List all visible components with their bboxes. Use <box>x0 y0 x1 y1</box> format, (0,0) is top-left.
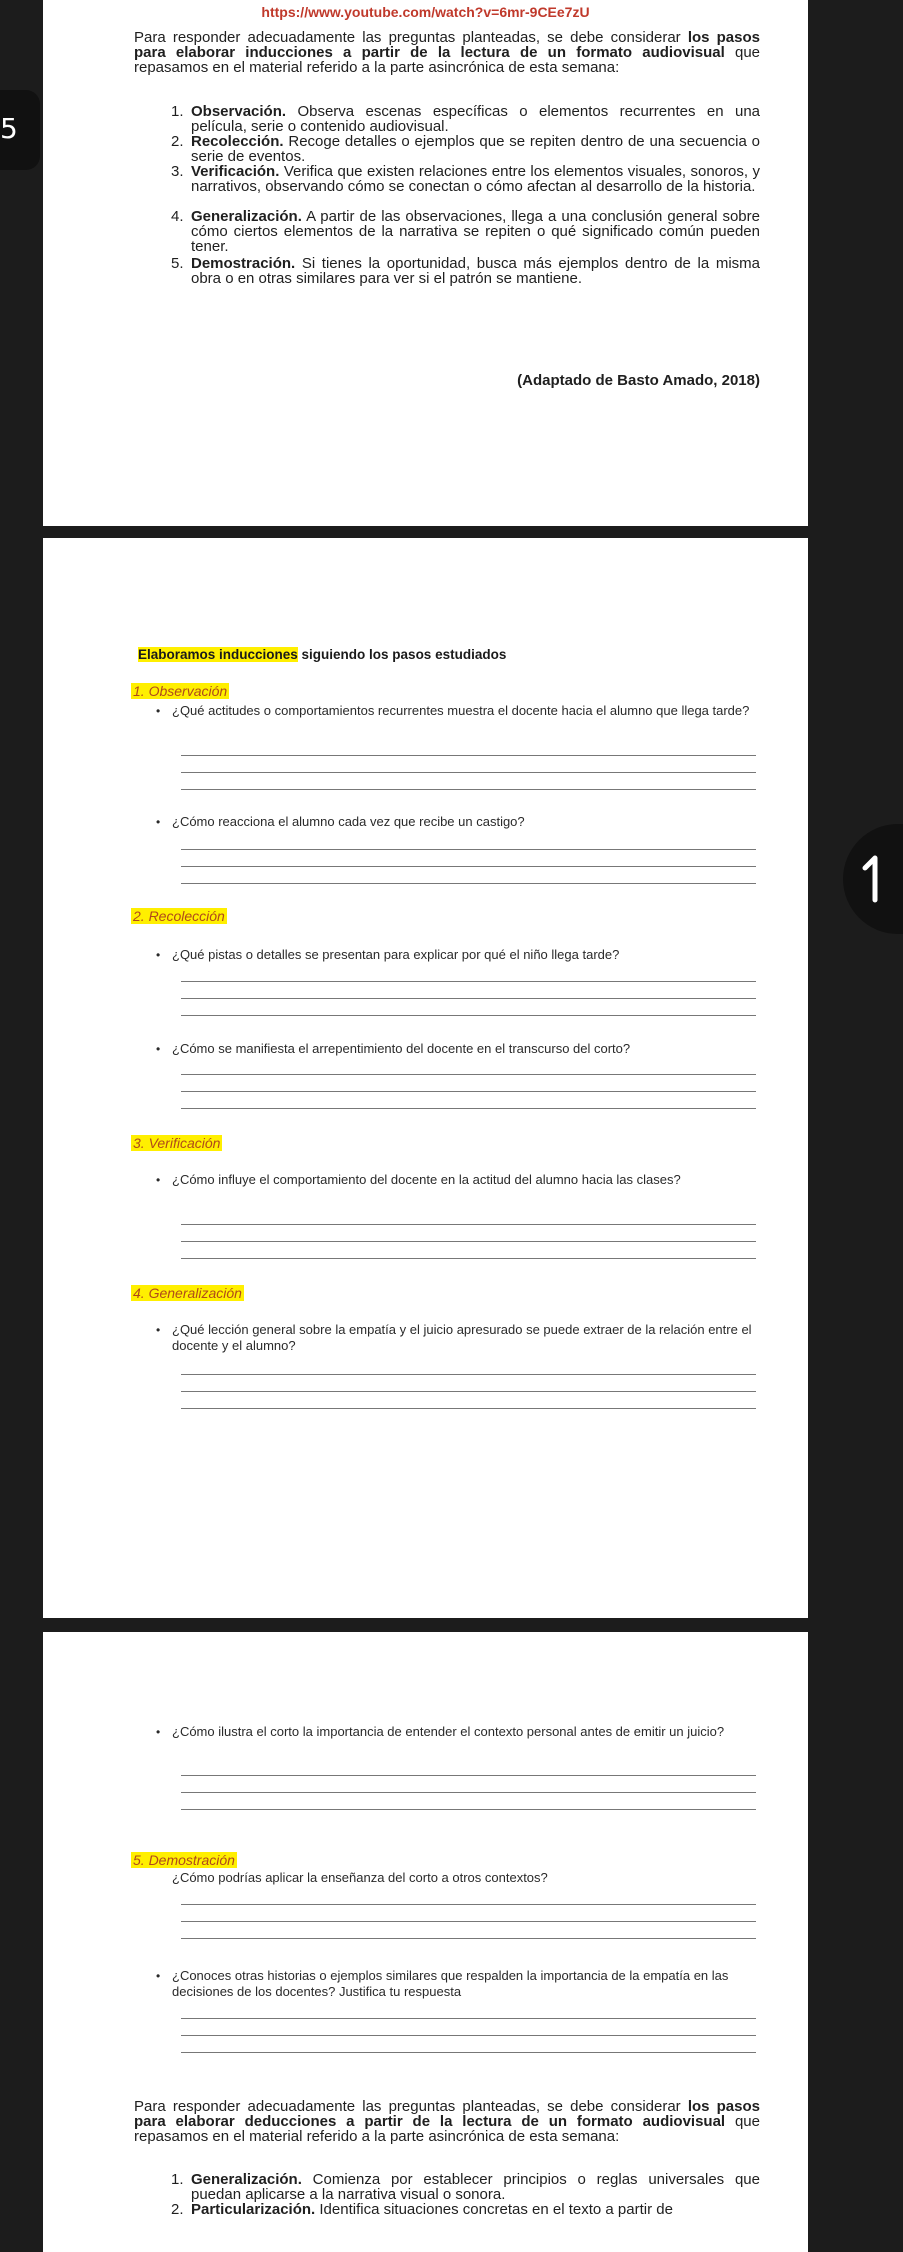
step-title: Recolección. <box>191 133 284 150</box>
answer-line[interactable] <box>181 1809 756 1810</box>
induction-steps-list <box>173 104 760 286</box>
question-text: ¿Conoces otras historias o ejemplos similares que respalden la importancia de la empatía en las decisiones de los docentes? Justifica tu respuesta <box>172 1968 729 1999</box>
question-item <box>156 814 761 830</box>
section-verificacion <box>131 1135 222 1151</box>
answer-line[interactable] <box>181 866 756 867</box>
page-number-glyph: 5 <box>0 112 18 145</box>
answer-line[interactable] <box>181 1408 756 1409</box>
section-observacion <box>131 683 229 699</box>
list-item <box>173 134 760 164</box>
bullet: • <box>156 1969 161 1983</box>
intro-text: Para responder adecuadamente las preguntas planteadas, se debe considerar <box>134 2098 688 2115</box>
answer-line[interactable] <box>181 883 756 884</box>
deduction-steps-list <box>173 2172 760 2232</box>
step-title: Generalización. <box>191 208 302 225</box>
answer-line[interactable] <box>181 755 756 756</box>
answer-line[interactable] <box>181 772 756 773</box>
step-text: Identifica situaciones concretas en el texto a partir de <box>315 2201 673 2218</box>
answer-line[interactable] <box>181 1904 756 1905</box>
step-number: 4. <box>171 208 184 225</box>
section-label: 3. Verificación <box>133 1135 221 1151</box>
question-item <box>156 1322 761 1354</box>
section-generalizacion <box>131 1285 244 1301</box>
step-title: Demostración. <box>191 255 296 272</box>
intro-end: que repasamos en el material referido a la parte asincrónica de esta semana: <box>134 2113 760 2145</box>
answer-line[interactable] <box>181 2035 756 2036</box>
step-number: 1. <box>171 103 184 120</box>
answer-line[interactable] <box>181 998 756 999</box>
question-text: ¿Cómo ilustra el corto la importancia de entender el contexto personal antes de emitir un juicio? <box>172 1724 725 1739</box>
step-title: Observación. <box>191 103 287 120</box>
answer-line[interactable] <box>181 2052 756 2053</box>
section-label: 1. Observación <box>133 683 228 699</box>
question-text: ¿Qué pistas o detalles se presentan para explicar por qué el niño llega tarde? <box>172 947 620 962</box>
step-number: 5. <box>171 255 184 272</box>
step-text: Recoge detalles o ejemplos que se repiten dentro de una secuencia o serie de eventos. <box>191 133 760 165</box>
question-text: ¿Cómo se manifiesta el arrepentimiento del docente en el transcurso del corto? <box>172 1041 631 1056</box>
intro-paragraph <box>134 30 760 75</box>
step-text: Si tienes la oportunidad, busca más ejemplos dentro de la misma obra o en otras similares para ver si el patrón se mantiene. <box>191 255 760 287</box>
question-text: ¿Cómo influye el comportamiento del docente en la actitud del alumno hacia las clases? <box>172 1172 681 1187</box>
answer-line[interactable] <box>181 849 756 850</box>
question-item <box>156 703 761 719</box>
bullet: • <box>156 948 161 962</box>
intro-bold: los pasos para elaborar inducciones a partir de la lectura de un formato audiovisual <box>134 29 760 61</box>
answer-line[interactable] <box>181 1258 756 1259</box>
bullet: • <box>156 815 161 829</box>
step-number: 2. <box>171 2201 184 2218</box>
answer-line[interactable] <box>181 1938 756 1939</box>
answer-line[interactable] <box>181 1374 756 1375</box>
step-text: Observa escenas específicas o elementos recurrentes en una película, serie o contenido audiovisual. <box>191 103 760 135</box>
question-item <box>156 1041 761 1057</box>
step-title: Verificación. <box>191 163 280 180</box>
list-item <box>173 104 760 134</box>
list-item <box>173 209 760 256</box>
question-item <box>156 1172 761 1188</box>
step-number: 3. <box>171 163 184 180</box>
answer-line[interactable] <box>181 1792 756 1793</box>
bullet: • <box>156 1323 161 1337</box>
answer-line[interactable] <box>181 1921 756 1922</box>
document-page-2 <box>43 538 808 1618</box>
step-text: Verifica que existen relaciones entre los elementos visuales, sonoros, y narrativos, observando cómo se conectan o cómo afectan al desarrollo de la historia. <box>191 163 760 195</box>
step-number: 2. <box>171 133 184 150</box>
list-item <box>173 2172 760 2202</box>
chevron-up-icon <box>861 854 891 904</box>
list-item <box>173 164 760 209</box>
list-item <box>173 2202 760 2232</box>
bullet: • <box>156 1725 161 1739</box>
answer-line[interactable] <box>181 1108 756 1109</box>
list-item <box>173 256 760 286</box>
section-label: 2. Recolección <box>133 908 225 924</box>
answer-line[interactable] <box>181 1224 756 1225</box>
question-item <box>156 1968 761 2000</box>
answer-line[interactable] <box>181 1015 756 1016</box>
question-text: ¿Cómo podrías aplicar la enseñanza del corto a otros contextos? <box>172 1870 548 1885</box>
answer-line[interactable] <box>181 2018 756 2019</box>
bullet: • <box>156 1042 161 1056</box>
answer-line[interactable] <box>181 1074 756 1075</box>
heading-rest: siguiendo los pasos estudiados <box>297 647 507 662</box>
deduction-intro-paragraph <box>134 2099 760 2144</box>
answer-line[interactable] <box>181 981 756 982</box>
bullet: • <box>156 1173 161 1187</box>
intro-text: Para responder adecuadamente las preguntas planteadas, se debe considerar <box>134 29 688 46</box>
intro-end: que repasamos en el material referido a la parte asincrónica de esta semana: <box>134 44 761 76</box>
intro-bold: los pasos para elaborar deducciones a partir de la lectura de un formato audiovisual <box>134 2098 760 2130</box>
video-url-link[interactable]: https://www.youtube.com/watch?v=6mr-9CEe7zU <box>261 4 590 20</box>
section-recoleccion <box>131 908 227 924</box>
answer-line[interactable] <box>181 1241 756 1242</box>
question-text: ¿Cómo reacciona el alumno cada vez que recibe un castigo? <box>172 814 525 829</box>
question-item <box>156 1724 761 1740</box>
answer-line[interactable] <box>181 1391 756 1392</box>
question-text: ¿Qué actitudes o comportamientos recurrentes muestra el docente hacia el alumno que llega tarde? <box>172 703 750 718</box>
step-title: Particularización. <box>191 2201 316 2218</box>
step-text: Comienza por establecer principios o reglas universales que puedan aplicarse a la narrativa visual o sonora. <box>191 2171 760 2203</box>
answer-line[interactable] <box>181 1091 756 1092</box>
question-item <box>156 947 761 963</box>
section-label: 4. Generalización <box>133 1285 242 1301</box>
scroll-up-button[interactable] <box>843 824 903 934</box>
section-heading <box>138 647 506 662</box>
step-number: 1. <box>171 2171 184 2188</box>
bullet: • <box>156 704 161 718</box>
question-text: ¿Qué lección general sobre la empatía y el juicio apresurado se puede extraer de la relación entre el docente y el alumno? <box>172 1322 752 1353</box>
citation: (Adaptado de Basto Amado, 2018) <box>517 372 760 389</box>
section-label: 5. Demostración <box>133 1852 235 1868</box>
question-item <box>172 1870 761 1886</box>
step-text: A partir de las observaciones, llega a una conclusión general sobre cómo ciertos elementos de la narrativa se repiten o qué significado común pueden tener. <box>191 208 760 255</box>
document-page-3 <box>43 1632 808 2252</box>
section-demostracion <box>131 1852 237 1868</box>
step-title: Generalización. <box>191 2171 302 2188</box>
document-page-1 <box>43 0 808 526</box>
left-page-tab[interactable] <box>0 90 40 170</box>
heading-highlight: Elaboramos inducciones <box>138 647 298 662</box>
answer-line[interactable] <box>181 789 756 790</box>
answer-line[interactable] <box>181 1775 756 1776</box>
